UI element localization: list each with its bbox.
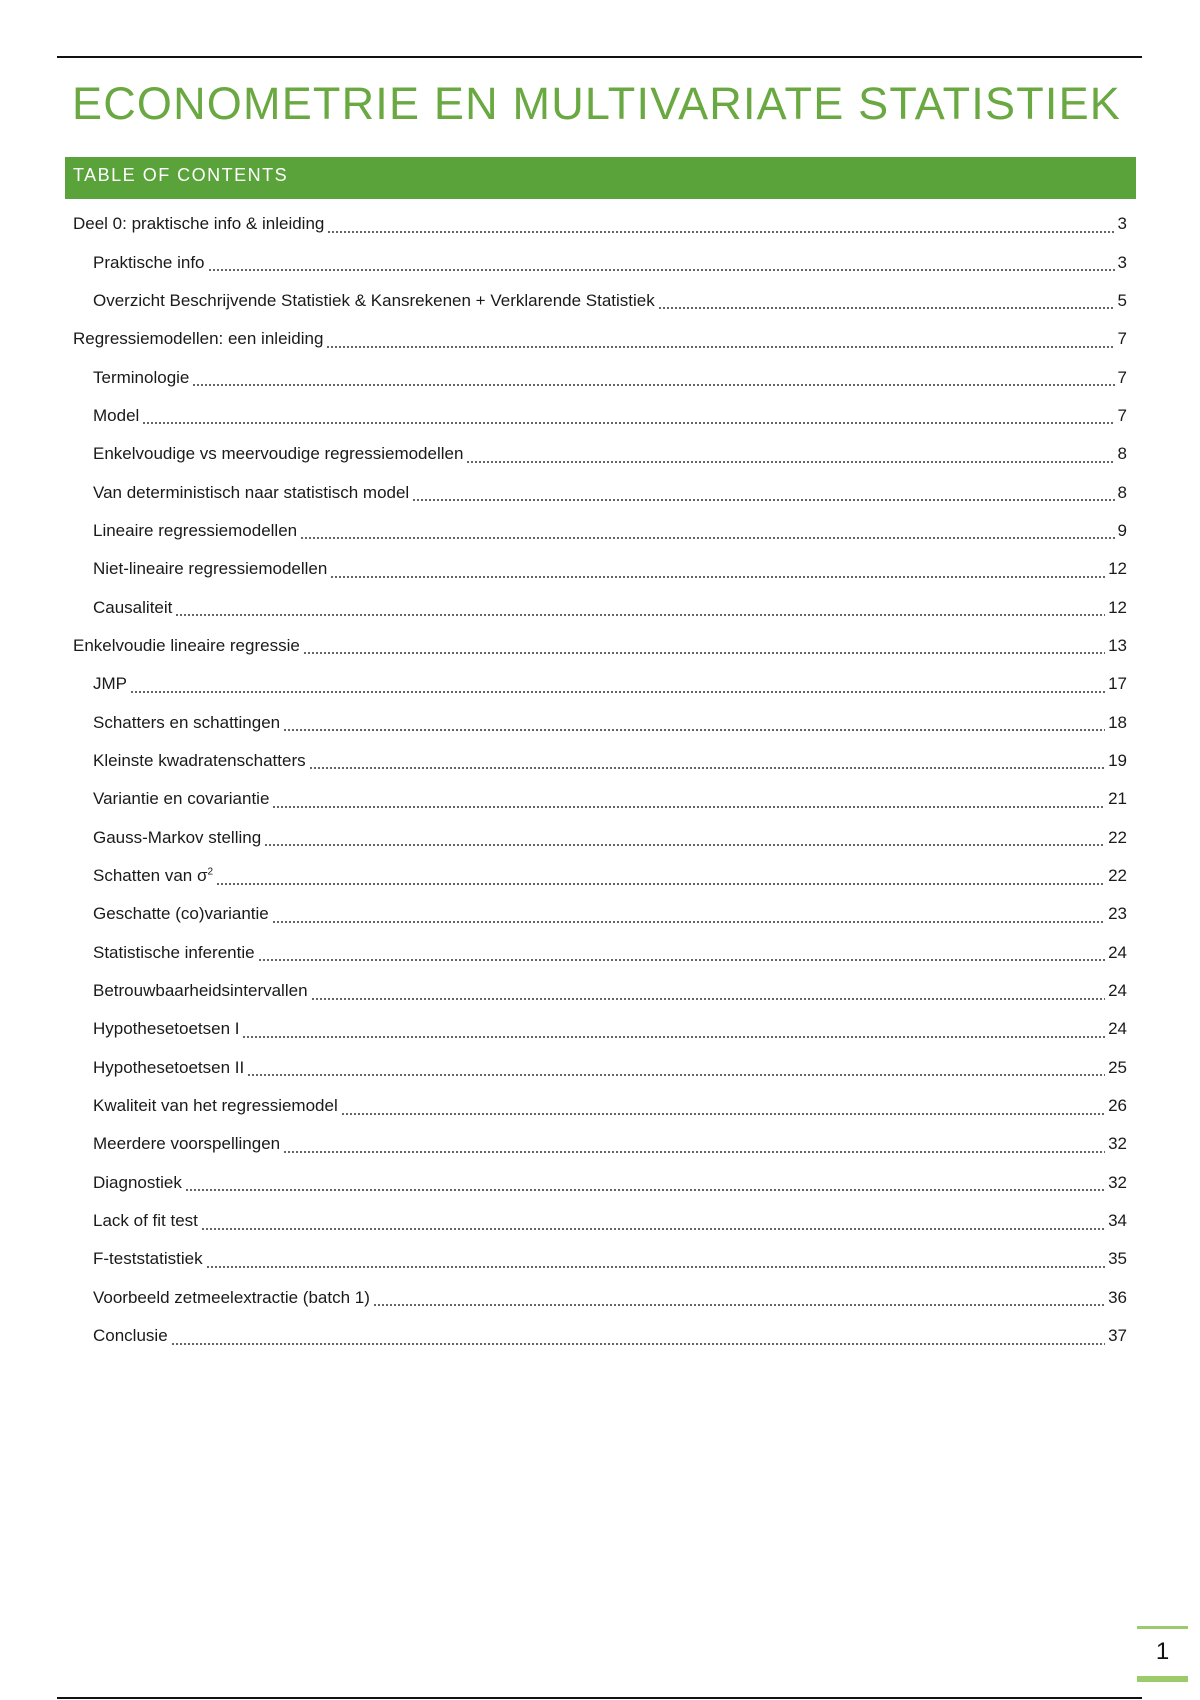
toc-dot-leader (300, 527, 1114, 540)
toc-entry-page: 7 (1117, 367, 1127, 387)
toc-entry-title-text: Hypothesetoetsen II (93, 1057, 245, 1077)
toc-entry-title-text: Overzicht Beschrijvende Statistiek & Kansrekenen + Verklarende Statistiek (93, 290, 655, 310)
toc-dot-leader (171, 1333, 1105, 1346)
toc-entry[interactable] (73, 1010, 1127, 1048)
page-number-box (1137, 1626, 1188, 1679)
toc-entry-title (93, 406, 139, 426)
toc-dot-leader (283, 1141, 1105, 1154)
toc-entry-page: 19 (1108, 750, 1127, 770)
toc-entry-title-text: Hypothesetoetsen I (93, 1019, 240, 1039)
toc-entry-page: 5 (1117, 290, 1127, 310)
toc-entry-title-text: Enkelvoudige vs meervoudige regressiemodellen (93, 444, 464, 464)
toc-entry-title (93, 1096, 338, 1116)
toc-entry-title-text: Schatten van σ (93, 866, 208, 886)
toc-entry-title (93, 253, 205, 273)
toc-dot-leader (309, 757, 1105, 770)
toc-dot-leader (192, 374, 1114, 387)
toc-entry[interactable] (73, 819, 1127, 857)
footer-rule (57, 1697, 1142, 1699)
toc-entry[interactable] (73, 895, 1127, 933)
page-number-top-bar (1137, 1626, 1188, 1629)
toc-entry-page: 13 (1108, 635, 1127, 655)
toc-entry-title (93, 1173, 182, 1193)
toc-entry-page: 24 (1108, 942, 1127, 962)
toc-entry[interactable] (73, 703, 1127, 741)
toc-entry[interactable] (73, 282, 1127, 320)
toc-entry-page: 18 (1108, 712, 1127, 732)
toc-dot-leader (466, 451, 1114, 464)
page-number-bottom-bar (1137, 1676, 1188, 1682)
toc-entry-page: 24 (1108, 1019, 1127, 1039)
toc-dot-leader (208, 259, 1115, 272)
toc-dot-leader (130, 681, 1105, 694)
toc-entry-page: 7 (1117, 329, 1127, 349)
toc-entry-page: 35 (1108, 1249, 1127, 1269)
toc-entry-title-text: Meerdere voorspellingen (93, 1134, 281, 1154)
toc-entry-title (93, 713, 280, 733)
toc-entry-page: 32 (1108, 1172, 1127, 1192)
toc-entry-title-text: Lineaire regressiemodellen (93, 520, 298, 540)
toc-entry-page: 7 (1117, 405, 1127, 425)
toc-entry-title-text: Van deterministisch naar statistisch model (93, 482, 410, 502)
toc-entry-title (93, 368, 189, 388)
toc-entry[interactable] (73, 1087, 1127, 1125)
toc-entry[interactable] (73, 550, 1127, 588)
toc-entry[interactable] (73, 934, 1127, 972)
toc-entry-page: 3 (1117, 252, 1127, 272)
toc-entry-title-text: JMP (93, 674, 127, 694)
toc-entry-title-text: Schatters en schattingen (93, 712, 281, 732)
toc-entry-title (93, 1134, 280, 1154)
toc-dot-leader (216, 873, 1105, 886)
toc-entry-title-text: Niet-lineaire regressiemodellen (93, 559, 328, 579)
toc-entry-title-text: Kleinste kwadratenschatters (93, 750, 306, 770)
toc-entry-page: 37 (1108, 1326, 1127, 1346)
toc-entry-title (93, 1249, 203, 1269)
toc-entry-title-text: Gauss-Markov stelling (93, 827, 262, 847)
toc-dot-leader (311, 988, 1106, 1001)
toc-entry-title (93, 828, 261, 848)
toc-entry[interactable] (73, 972, 1127, 1010)
toc-entry-title (93, 559, 327, 579)
toc-entry-page: 12 (1108, 597, 1127, 617)
toc-entry-page: 23 (1108, 904, 1127, 924)
toc-entry-page: 8 (1117, 444, 1127, 464)
toc-entry-title (93, 598, 172, 618)
toc-heading: TABLE OF CONTENTS (73, 165, 289, 185)
toc-entry[interactable] (73, 320, 1127, 358)
toc-entry-page: 22 (1108, 827, 1127, 847)
toc-entry-title-text: Diagnostiek (93, 1172, 182, 1192)
toc-entry-title-text: Statistische inferentie (93, 942, 255, 962)
toc-dot-leader (272, 911, 1105, 924)
toc-entry-page: 9 (1117, 520, 1127, 540)
toc-entry-title-text: Causaliteit (93, 597, 173, 617)
toc-entry-title-text: Deel 0: praktische info & inleiding (73, 214, 325, 234)
toc-entry[interactable] (73, 1125, 1127, 1163)
toc-entry-page: 21 (1108, 789, 1127, 809)
toc-dot-leader (330, 566, 1105, 579)
toc-dot-leader (242, 1026, 1105, 1039)
toc-entry-title-text: Praktische info (93, 252, 205, 272)
toc-entry-title (93, 1326, 168, 1346)
toc-entry-title-text: Variantie en covariantie (93, 789, 270, 809)
toc-entry-page: 8 (1117, 482, 1127, 502)
toc-dot-leader (341, 1103, 1105, 1116)
toc-entry[interactable] (73, 780, 1127, 818)
toc-entry-title-text: Terminologie (93, 367, 190, 387)
toc-entry[interactable] (73, 397, 1127, 435)
toc-dot-leader (326, 336, 1114, 349)
toc-entry[interactable] (73, 473, 1127, 511)
toc-dot-leader (201, 1218, 1105, 1231)
toc-dot-leader (247, 1064, 1105, 1077)
toc-entry-title (93, 866, 213, 886)
toc-entry-title (93, 1058, 244, 1078)
toc-entry-page: 22 (1108, 866, 1127, 886)
toc-entry[interactable] (73, 1164, 1127, 1202)
table-of-contents (73, 205, 1127, 1355)
toc-dot-leader (185, 1179, 1105, 1192)
toc-entry[interactable] (73, 627, 1127, 665)
toc-entry[interactable] (73, 243, 1127, 281)
toc-dot-leader (258, 949, 1105, 962)
toc-entry-superscript: 2 (207, 866, 214, 878)
toc-dot-leader (272, 796, 1105, 809)
toc-entry[interactable] (73, 1240, 1127, 1278)
toc-entry[interactable] (73, 1202, 1127, 1240)
toc-entry-page: 25 (1108, 1057, 1127, 1077)
toc-entry-page: 12 (1108, 559, 1127, 579)
toc-entry-title (93, 291, 655, 311)
toc-entry-title-text: Betrouwbaarheidsintervallen (93, 981, 308, 1001)
toc-entry-title (93, 1288, 370, 1308)
toc-entry-page: 34 (1108, 1211, 1127, 1231)
toc-entry-title (73, 636, 300, 656)
toc-entry[interactable] (73, 435, 1127, 473)
toc-dot-leader (303, 642, 1105, 655)
toc-entry[interactable] (73, 512, 1127, 550)
toc-entry[interactable] (73, 588, 1127, 626)
toc-entry[interactable] (73, 358, 1127, 396)
toc-entry-page: 17 (1108, 674, 1127, 694)
toc-dot-leader (206, 1256, 1105, 1269)
toc-entry-title-text: Conclusie (93, 1326, 168, 1346)
page-number: 1 (1155, 1638, 1170, 1665)
toc-entry-title-text: Voorbeeld zetmeelextractie (batch 1) (93, 1287, 370, 1307)
toc-entry[interactable] (73, 1279, 1127, 1317)
toc-entry-title (93, 789, 269, 809)
toc-entry-title (93, 483, 409, 503)
toc-entry-title (93, 904, 269, 924)
toc-entry[interactable] (73, 857, 1127, 895)
toc-entry[interactable] (73, 1049, 1127, 1087)
toc-entry-title (93, 521, 297, 541)
header-rule (57, 56, 1142, 58)
toc-entry-title-text: Kwaliteit van het regressiemodel (93, 1096, 338, 1116)
document-title: ECONOMETRIE EN MULTIVARIATE STATISTIEK (72, 78, 1122, 129)
toc-entry-title (93, 751, 306, 771)
toc-entry-title-text: F-teststatistiek (93, 1249, 203, 1269)
toc-entry-page: 26 (1108, 1096, 1127, 1116)
toc-dot-leader (175, 604, 1105, 617)
toc-entry-title (93, 1211, 198, 1231)
toc-entry-title-text: Geschatte (co)variantie (93, 904, 269, 924)
toc-entry-title (93, 1019, 239, 1039)
toc-dot-leader (412, 489, 1114, 502)
toc-entry-title (93, 674, 127, 694)
toc-entry-page: 24 (1108, 981, 1127, 1001)
toc-entry-page: 3 (1117, 214, 1127, 234)
toc-dot-leader (142, 412, 1114, 425)
toc-entry-title-text: Lack of fit test (93, 1211, 198, 1231)
toc-entry[interactable] (73, 742, 1127, 780)
toc-entry[interactable] (73, 1317, 1127, 1355)
toc-entry-title (73, 329, 323, 349)
toc-dot-leader (283, 719, 1105, 732)
toc-entry-title-text: Regressiemodellen: een inleiding (73, 329, 324, 349)
toc-entry-title (93, 981, 308, 1001)
toc-entry-page: 32 (1108, 1134, 1127, 1154)
toc-dot-leader (264, 834, 1105, 847)
toc-entry-title (93, 943, 255, 963)
toc-entry-page: 36 (1108, 1287, 1127, 1307)
toc-entry-title-text: Model (93, 405, 140, 425)
toc-entry-title-text: Enkelvoudie lineaire regressie (73, 635, 300, 655)
toc-dot-leader (658, 297, 1115, 310)
toc-entry-title (73, 214, 324, 234)
toc-dot-leader (327, 221, 1114, 234)
toc-entry[interactable] (73, 665, 1127, 703)
toc-dot-leader (373, 1294, 1105, 1307)
toc-entry[interactable] (73, 205, 1127, 243)
toc-banner (65, 157, 1136, 199)
toc-entry-title (93, 444, 463, 464)
